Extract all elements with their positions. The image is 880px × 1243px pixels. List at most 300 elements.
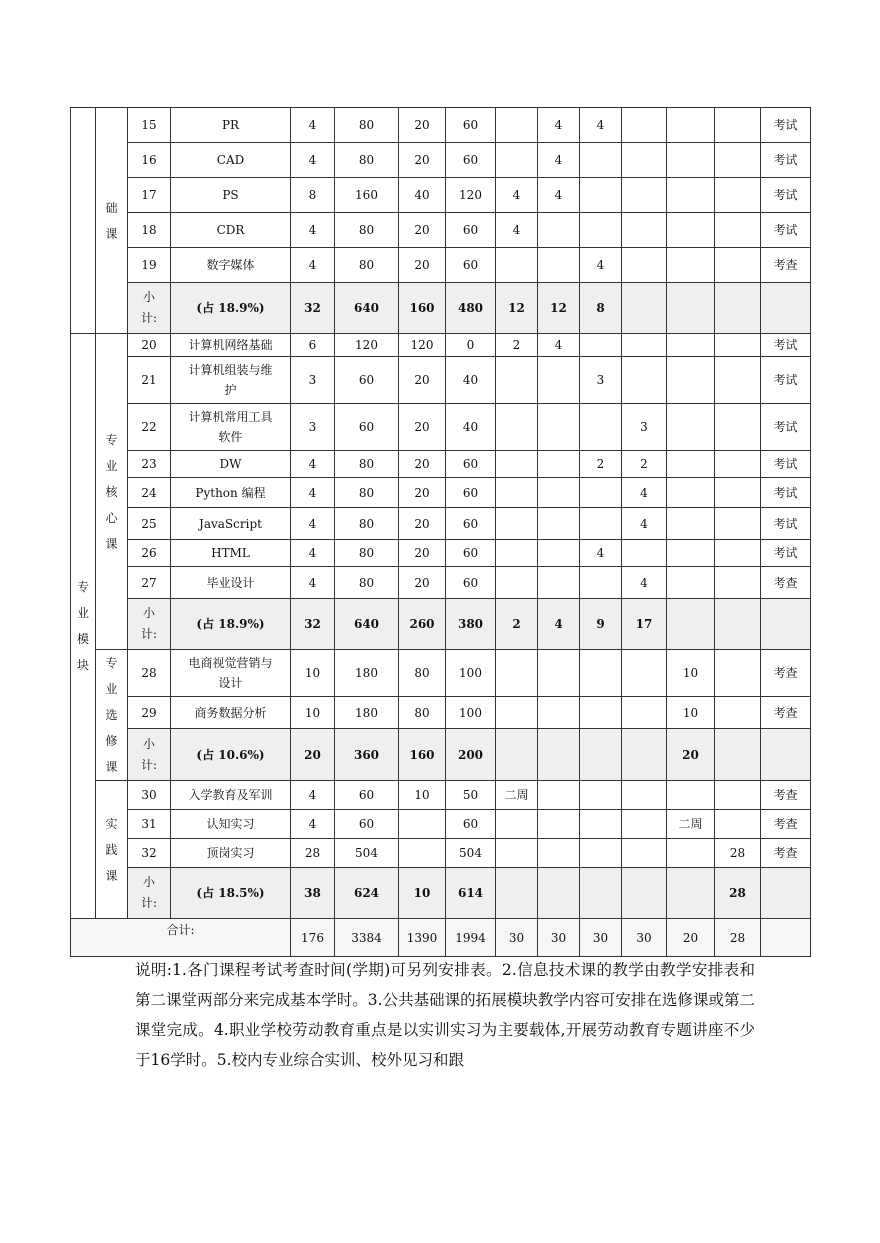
cell-s5 (667, 248, 715, 283)
cell-s5 (667, 357, 715, 404)
cell-s4 (622, 650, 667, 697)
table-row (71, 567, 811, 599)
curriculum-table (70, 107, 811, 957)
cell-credit: 4 (291, 451, 335, 478)
subtotal-s1 (496, 868, 538, 919)
cell-s4 (622, 248, 667, 283)
subtotal-row (71, 729, 811, 781)
cell-s5 (667, 334, 715, 357)
cell-s6 (715, 567, 761, 599)
cell-total: 180 (335, 697, 399, 729)
subtotal-credit: 32 (291, 599, 335, 650)
cell-credit: 3 (291, 404, 335, 451)
course-no: 25 (128, 508, 171, 540)
grand-total-label: 合计: (71, 919, 291, 957)
cell-s2 (538, 810, 580, 839)
cell-total: 60 (335, 404, 399, 451)
course-no: 24 (128, 478, 171, 508)
cell-s2 (538, 213, 580, 248)
cell-s6 (715, 213, 761, 248)
course-name: JavaScript (171, 508, 291, 540)
table-row (71, 540, 811, 567)
cell-theory: 20 (399, 478, 446, 508)
cell-theory: 20 (399, 451, 446, 478)
cell-s5 (667, 178, 715, 213)
course-name: CAD (171, 143, 291, 178)
cell-s5: 二周 (667, 810, 715, 839)
cell-assess: 考查 (761, 810, 811, 839)
group-label (96, 108, 128, 334)
cell-assess: 考试 (761, 404, 811, 451)
cell-credit: 4 (291, 508, 335, 540)
cell-s4: 4 (622, 508, 667, 540)
cell-s3 (580, 810, 622, 839)
subtotal-s6: 28 (715, 868, 761, 919)
cell-assess: 考查 (761, 697, 811, 729)
cell-assess: 考试 (761, 108, 811, 143)
cell-assess: 考查 (761, 567, 811, 599)
course-no: 31 (128, 810, 171, 839)
cell-s5 (667, 478, 715, 508)
cell-s4 (622, 334, 667, 357)
cell-s3 (580, 334, 622, 357)
total-s4: 30 (622, 919, 667, 957)
group-label-text: 实践课 (105, 816, 118, 883)
cell-s3: 3 (580, 357, 622, 404)
cell-theory: 20 (399, 567, 446, 599)
table-row (71, 810, 811, 839)
cell-s3 (580, 213, 622, 248)
course-no: 17 (128, 178, 171, 213)
cell-s1 (496, 650, 538, 697)
cell-total: 80 (335, 540, 399, 567)
cell-s3 (580, 697, 622, 729)
table-row (71, 839, 811, 868)
cell-s6 (715, 810, 761, 839)
subtotal-credit: 20 (291, 729, 335, 781)
cell-s5: 10 (667, 650, 715, 697)
cell-practice: 60 (446, 213, 496, 248)
subtotal-assess (761, 283, 811, 334)
table-row (71, 650, 811, 697)
cell-practice: 60 (446, 567, 496, 599)
cell-total: 160 (335, 178, 399, 213)
course-name: PR (171, 108, 291, 143)
course-name: 认知实习 (171, 810, 291, 839)
table-row (71, 404, 811, 451)
cell-total: 60 (335, 810, 399, 839)
cell-total: 80 (335, 451, 399, 478)
cell-s1: 4 (496, 178, 538, 213)
table-row (71, 334, 811, 357)
cell-s2: 4 (538, 178, 580, 213)
cell-total: 180 (335, 650, 399, 697)
cell-theory: 80 (399, 650, 446, 697)
cell-s2 (538, 650, 580, 697)
table-row (71, 451, 811, 478)
total-total: 3384 (335, 919, 399, 957)
cell-theory: 20 (399, 143, 446, 178)
cell-s5 (667, 108, 715, 143)
subtotal-credit: 38 (291, 868, 335, 919)
cell-s3 (580, 781, 622, 810)
subtotal-ratio: (占 10.6%) (171, 729, 291, 781)
table-row (71, 478, 811, 508)
cell-theory: 20 (399, 508, 446, 540)
subtotal-total: 640 (335, 599, 399, 650)
cell-s2 (538, 357, 580, 404)
cell-theory (399, 810, 446, 839)
cell-s4 (622, 143, 667, 178)
cell-s6 (715, 781, 761, 810)
cell-credit: 4 (291, 213, 335, 248)
course-no: 32 (128, 839, 171, 868)
cell-s3: 4 (580, 540, 622, 567)
cell-s4 (622, 810, 667, 839)
subtotal-s6 (715, 729, 761, 781)
cell-s6 (715, 178, 761, 213)
cell-practice: 60 (446, 143, 496, 178)
cell-s3 (580, 478, 622, 508)
cell-assess: 考试 (761, 334, 811, 357)
cell-s1 (496, 508, 538, 540)
course-no: 30 (128, 781, 171, 810)
cell-s2: 4 (538, 143, 580, 178)
course-name: Python 编程 (171, 478, 291, 508)
cell-s4: 3 (622, 404, 667, 451)
cell-s2 (538, 248, 580, 283)
subtotal-s4 (622, 283, 667, 334)
course-name: 商务数据分析 (171, 697, 291, 729)
cell-assess: 考试 (761, 213, 811, 248)
cell-s2: 4 (538, 108, 580, 143)
course-no: 29 (128, 697, 171, 729)
table-row (71, 143, 811, 178)
cell-s2 (538, 404, 580, 451)
cell-theory: 40 (399, 178, 446, 213)
cell-s4 (622, 357, 667, 404)
subtotal-theory: 10 (399, 868, 446, 919)
cell-credit: 4 (291, 108, 335, 143)
subtotal-theory: 160 (399, 729, 446, 781)
cell-s5 (667, 839, 715, 868)
subtotal-row (71, 599, 811, 650)
cell-credit: 6 (291, 334, 335, 357)
subtotal-label: 小计: (128, 868, 171, 919)
cell-practice: 60 (446, 108, 496, 143)
explanation-note: 说明:1.各门课程考试考查时间(学期)可另列安排表。2.信息技术课的教学由教学安排表和第二课堂两部分来完成基本学时。3.公共基础课的拓展模块教学内容可安排在选修课或第二课堂完成。4.职业学校劳动教育重点是以实训实习为主要载体,开展劳动教育专题讲座不少于16学时。5.校内专业综合实训、校外见习和跟 (135, 961, 755, 1069)
subtotal-practice: 200 (446, 729, 496, 781)
total-practice: 1994 (446, 919, 496, 957)
total-credit: 176 (291, 919, 335, 957)
cell-practice: 120 (446, 178, 496, 213)
cell-s6 (715, 540, 761, 567)
cell-s2 (538, 451, 580, 478)
course-name: 计算机组装与维护 (171, 357, 291, 404)
grand-total-row (71, 919, 811, 957)
cell-s1: 二周 (496, 781, 538, 810)
subtotal-practice: 614 (446, 868, 496, 919)
cell-total: 80 (335, 508, 399, 540)
cell-total: 60 (335, 781, 399, 810)
cell-practice: 100 (446, 697, 496, 729)
cell-s4: 2 (622, 451, 667, 478)
cell-s6 (715, 508, 761, 540)
cell-s3: 4 (580, 108, 622, 143)
cell-theory: 20 (399, 213, 446, 248)
total-theory: 1390 (399, 919, 446, 957)
cell-practice: 504 (446, 839, 496, 868)
cell-credit: 28 (291, 839, 335, 868)
cell-s4 (622, 781, 667, 810)
cell-practice: 100 (446, 650, 496, 697)
cell-s2 (538, 697, 580, 729)
cell-s1 (496, 478, 538, 508)
cell-s5 (667, 404, 715, 451)
cell-s2 (538, 567, 580, 599)
cell-total: 80 (335, 567, 399, 599)
course-name: 电商视觉营销与设计 (171, 650, 291, 697)
cell-theory: 20 (399, 540, 446, 567)
cell-practice: 50 (446, 781, 496, 810)
total-s3: 30 (580, 919, 622, 957)
cell-s5 (667, 540, 715, 567)
cell-s6 (715, 451, 761, 478)
subtotal-s2: 12 (538, 283, 580, 334)
table-row (71, 213, 811, 248)
cell-s3 (580, 404, 622, 451)
subtotal-s5: 20 (667, 729, 715, 781)
cell-s1 (496, 357, 538, 404)
subtotal-s1: 2 (496, 599, 538, 650)
cell-s3 (580, 508, 622, 540)
course-name: 入学教育及军训 (171, 781, 291, 810)
cell-s2 (538, 540, 580, 567)
cell-s4: 4 (622, 567, 667, 599)
cell-s4 (622, 697, 667, 729)
group-label-text: 专业核心课 (105, 432, 118, 551)
cell-practice: 40 (446, 404, 496, 451)
cell-s6 (715, 404, 761, 451)
subtotal-s5 (667, 868, 715, 919)
cell-s2 (538, 781, 580, 810)
cell-assess: 考试 (761, 451, 811, 478)
cell-theory: 20 (399, 357, 446, 404)
cell-credit: 4 (291, 781, 335, 810)
cell-s1 (496, 697, 538, 729)
cell-s5 (667, 781, 715, 810)
subtotal-s6 (715, 283, 761, 334)
course-no: 27 (128, 567, 171, 599)
subtotal-s5 (667, 599, 715, 650)
cell-s5 (667, 143, 715, 178)
cell-s3 (580, 143, 622, 178)
subtotal-row (71, 868, 811, 919)
cell-total: 80 (335, 213, 399, 248)
cell-credit: 10 (291, 697, 335, 729)
subtotal-s3 (580, 868, 622, 919)
course-name: 顶岗实习 (171, 839, 291, 868)
cell-s4 (622, 213, 667, 248)
cell-total: 504 (335, 839, 399, 868)
group-label-text: 础课 (105, 200, 118, 241)
cell-s1: 4 (496, 213, 538, 248)
subtotal-s3: 8 (580, 283, 622, 334)
subtotal-total: 360 (335, 729, 399, 781)
group-label (71, 334, 96, 919)
table-row (71, 357, 811, 404)
cell-credit: 4 (291, 248, 335, 283)
cell-assess: 考查 (761, 781, 811, 810)
cell-s6 (715, 697, 761, 729)
group-label-text: 专业模块 (77, 580, 90, 672)
cell-s1 (496, 567, 538, 599)
course-name: 数字媒体 (171, 248, 291, 283)
course-no: 16 (128, 143, 171, 178)
course-no: 23 (128, 451, 171, 478)
cell-assess: 考试 (761, 508, 811, 540)
cell-credit: 4 (291, 478, 335, 508)
total-s1: 30 (496, 919, 538, 957)
subtotal-credit: 32 (291, 283, 335, 334)
cell-s3 (580, 567, 622, 599)
cell-credit: 4 (291, 540, 335, 567)
subtotal-s4 (622, 729, 667, 781)
subtotal-assess (761, 599, 811, 650)
subtotal-label: 小计: (128, 729, 171, 781)
subtotal-s3 (580, 729, 622, 781)
subtotal-ratio: (占 18.5%) (171, 868, 291, 919)
table-row (71, 108, 811, 143)
total-s5: 20 (667, 919, 715, 957)
cell-s3 (580, 839, 622, 868)
cell-s5 (667, 451, 715, 478)
cell-s3: 4 (580, 248, 622, 283)
cell-practice: 60 (446, 810, 496, 839)
course-no: 19 (128, 248, 171, 283)
cell-s5: 10 (667, 697, 715, 729)
subtotal-assess (761, 868, 811, 919)
cell-s1 (496, 404, 538, 451)
cell-s1: 2 (496, 334, 538, 357)
subtotal-s1: 12 (496, 283, 538, 334)
subtotal-practice: 380 (446, 599, 496, 650)
total-s2: 30 (538, 919, 580, 957)
subtotal-total: 624 (335, 868, 399, 919)
subtotal-label: 小计: (128, 283, 171, 334)
cell-assess: 考试 (761, 478, 811, 508)
cell-assess: 考试 (761, 143, 811, 178)
course-name: PS (171, 178, 291, 213)
cell-assess: 考查 (761, 248, 811, 283)
course-no: 20 (128, 334, 171, 357)
cell-s1 (496, 451, 538, 478)
module-cell-blank (71, 108, 96, 334)
subtotal-theory: 260 (399, 599, 446, 650)
table-row (71, 508, 811, 540)
course-name: HTML (171, 540, 291, 567)
cell-s4: 4 (622, 478, 667, 508)
cell-s6 (715, 334, 761, 357)
subtotal-s2 (538, 729, 580, 781)
cell-theory: 20 (399, 404, 446, 451)
group-label (96, 650, 128, 781)
course-no: 18 (128, 213, 171, 248)
cell-assess: 考查 (761, 839, 811, 868)
cell-s4 (622, 540, 667, 567)
cell-theory: 120 (399, 334, 446, 357)
cell-s6 (715, 248, 761, 283)
cell-s6 (715, 357, 761, 404)
cell-theory: 10 (399, 781, 446, 810)
subtotal-practice: 480 (446, 283, 496, 334)
cell-credit: 4 (291, 143, 335, 178)
course-name: DW (171, 451, 291, 478)
cell-s1 (496, 810, 538, 839)
subtotal-s1 (496, 729, 538, 781)
course-no: 21 (128, 357, 171, 404)
cell-practice: 60 (446, 248, 496, 283)
cell-assess: 考试 (761, 357, 811, 404)
cell-s4 (622, 108, 667, 143)
cell-total: 80 (335, 248, 399, 283)
subtotal-s2 (538, 868, 580, 919)
subtotal-s6 (715, 599, 761, 650)
cell-total: 80 (335, 478, 399, 508)
cell-s3 (580, 650, 622, 697)
cell-total: 80 (335, 143, 399, 178)
cell-s5 (667, 567, 715, 599)
cell-s1 (496, 839, 538, 868)
cell-s5 (667, 213, 715, 248)
cell-credit: 4 (291, 567, 335, 599)
course-name: 毕业设计 (171, 567, 291, 599)
course-no: 15 (128, 108, 171, 143)
subtotal-ratio: (占 18.9%) (171, 599, 291, 650)
subtotal-total: 640 (335, 283, 399, 334)
group-label (96, 781, 128, 919)
course-no: 28 (128, 650, 171, 697)
cell-practice: 60 (446, 451, 496, 478)
cell-theory: 20 (399, 108, 446, 143)
group-label-text: 专业选修课 (105, 656, 118, 774)
cell-s4 (622, 839, 667, 868)
cell-s4 (622, 178, 667, 213)
cell-assess: 考试 (761, 178, 811, 213)
cell-s6 (715, 650, 761, 697)
cell-assess: 考试 (761, 540, 811, 567)
cell-s6 (715, 478, 761, 508)
cell-s6 (715, 108, 761, 143)
subtotal-row (71, 283, 811, 334)
subtotal-label: 小计: (128, 599, 171, 650)
cell-s1 (496, 143, 538, 178)
cell-practice: 60 (446, 540, 496, 567)
subtotal-ratio: (占 18.9%) (171, 283, 291, 334)
subtotal-s4: 17 (622, 599, 667, 650)
cell-s1 (496, 248, 538, 283)
cell-total: 80 (335, 108, 399, 143)
course-name: CDR (171, 213, 291, 248)
cell-s2 (538, 839, 580, 868)
table-row (71, 248, 811, 283)
cell-theory: 80 (399, 697, 446, 729)
table-row (71, 781, 811, 810)
cell-practice: 60 (446, 508, 496, 540)
subtotal-s4 (622, 868, 667, 919)
table-row (71, 178, 811, 213)
cell-s2: 4 (538, 334, 580, 357)
